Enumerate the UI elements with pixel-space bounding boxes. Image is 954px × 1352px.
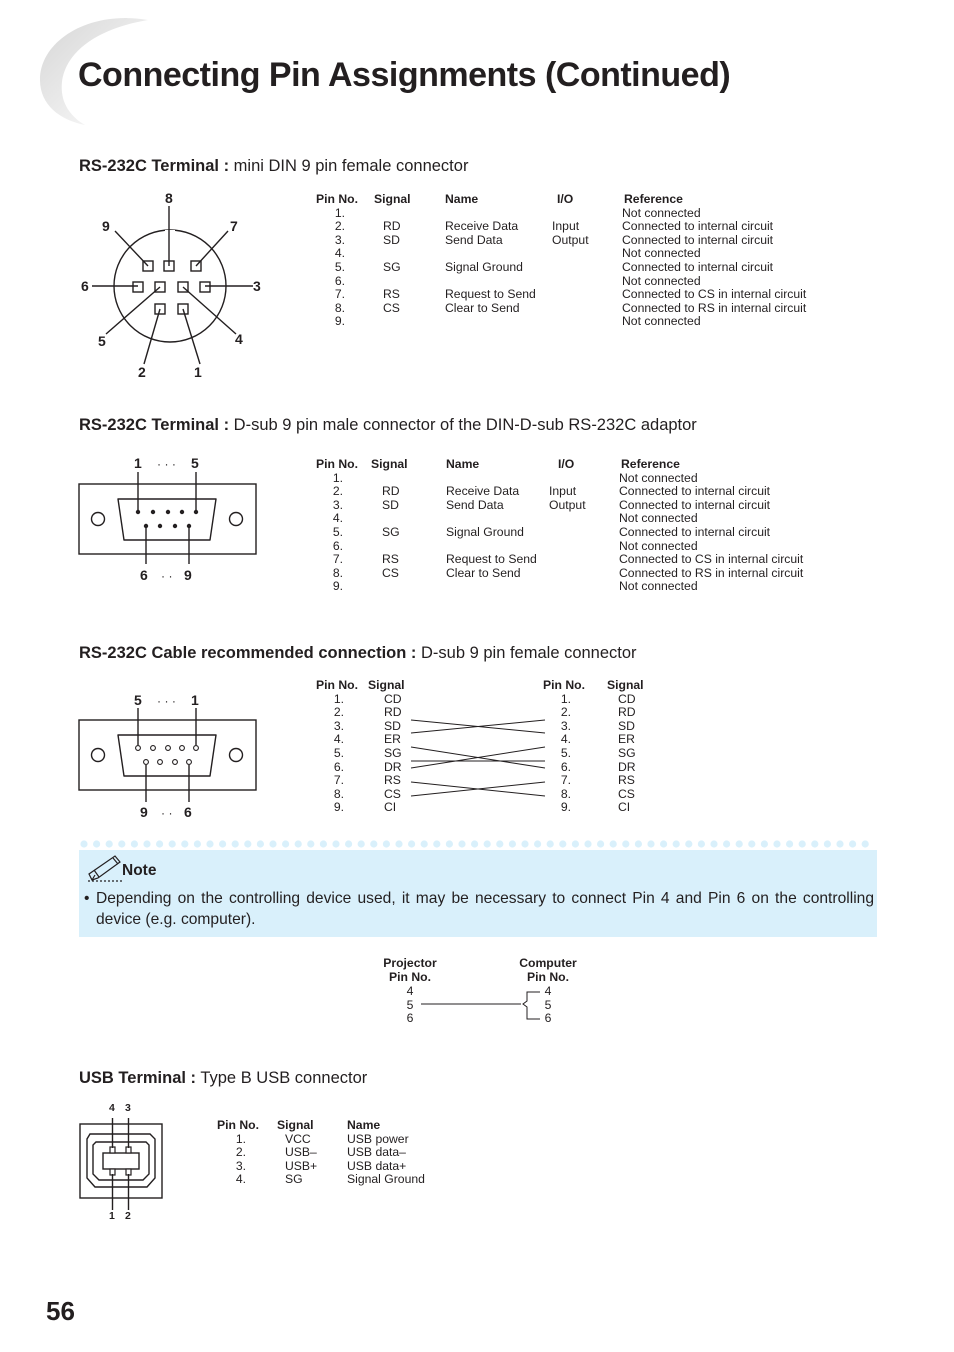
cell-signal2: CI xyxy=(618,800,631,815)
cell-ref: Not connected xyxy=(619,511,698,526)
cell-pin: 4. xyxy=(333,732,344,747)
section2-pin-table xyxy=(316,458,836,594)
computer-heading: Computer Pin No. xyxy=(519,956,577,984)
cell-ref: Not connected xyxy=(619,470,698,485)
computer-pin-list: 4 5 6 xyxy=(544,984,552,1026)
table-row xyxy=(316,580,836,594)
cell-signal2: CS xyxy=(618,786,635,801)
table-row xyxy=(316,553,836,567)
dsub-female-dots-top: · · · xyxy=(157,694,176,708)
note-dotted-border xyxy=(79,838,877,850)
cell-signal: CS xyxy=(384,786,401,801)
cell-pin2: 6. xyxy=(560,759,571,774)
cell-name: Request to Send xyxy=(446,552,537,567)
section1-heading-bold: RS-232C Terminal : xyxy=(79,157,230,175)
cell-signal: SD xyxy=(382,497,399,512)
cell-name: Signal Ground xyxy=(445,259,523,274)
cell-pin: 3. xyxy=(334,232,345,247)
table-row xyxy=(217,1133,457,1147)
projector-pin-list: 4 5 6 xyxy=(406,984,414,1026)
cell-signal: SG xyxy=(382,524,400,539)
table-row xyxy=(217,1160,457,1174)
cell-pin: 6. xyxy=(334,273,345,288)
cell-pin2: 4. xyxy=(560,732,571,747)
cell-signal: SG xyxy=(383,259,401,274)
cell-signal: SD xyxy=(384,718,401,733)
cell-ref: Connected to internal circuit xyxy=(619,497,771,512)
dsub-male-diagram xyxy=(78,454,260,584)
cell-pin: 5. xyxy=(332,524,343,539)
cell-pin: 3. xyxy=(235,1158,246,1173)
cell-pin: 7. xyxy=(334,287,345,302)
cell-signal: RD xyxy=(382,484,400,499)
cell-pin: 2. xyxy=(333,705,344,720)
dsub-male-dots-top: · · · xyxy=(157,457,176,471)
cell-signal: CS xyxy=(383,300,400,315)
projector-heading: Projector Pin No. xyxy=(383,956,437,984)
cell-pin: 1. xyxy=(333,691,344,706)
cell-ref: Connected to internal circuit xyxy=(619,524,771,539)
din-pin-label-3: 3 xyxy=(253,278,261,294)
usb-heading xyxy=(79,1069,367,1088)
table-row xyxy=(316,275,836,289)
cell-pin: 4. xyxy=(334,246,345,261)
table-row xyxy=(217,1173,457,1187)
cable-crossover-wires xyxy=(405,700,555,825)
cell-signal: CS xyxy=(382,565,399,580)
cell-pin: 4. xyxy=(332,511,343,526)
cell-pin: 9. xyxy=(332,579,343,594)
table-row xyxy=(316,247,836,261)
dsub-male-dots-bottom: · · xyxy=(161,569,173,583)
dsub-male-label-9: 9 xyxy=(184,567,192,583)
dsub-female-label-5: 5 xyxy=(134,692,142,708)
table-row xyxy=(316,288,836,302)
cell-pin: 2. xyxy=(334,219,345,234)
cell-signal2: SG xyxy=(618,745,636,760)
table-row xyxy=(316,315,836,329)
cell-name: Signal Ground xyxy=(347,1172,425,1187)
table-row xyxy=(316,261,836,275)
dsub-male-label-5: 5 xyxy=(191,455,199,471)
cell-pin2: 7. xyxy=(560,773,571,788)
cell-pin: 9. xyxy=(334,314,345,329)
note-body: Depending on the controlling device used, it may be necessary to connect Pin 4 and Pin 6 on the controlling device (e.g. computer). xyxy=(96,890,874,928)
cell-name: Signal Ground xyxy=(446,524,524,539)
cell-pin2: 5. xyxy=(560,745,571,760)
cell-ref: Connected to internal circuit xyxy=(622,232,774,247)
section3-heading-rest: D-sub 9 pin female connector xyxy=(416,644,637,662)
cell-pin: 1. xyxy=(334,205,345,220)
usb-pin-label-3: 3 xyxy=(125,1102,131,1114)
cell-pin: 7. xyxy=(332,552,343,567)
cell-ref: Connected to RS in internal circuit xyxy=(619,565,804,580)
cell-ref: Not connected xyxy=(619,579,698,594)
cell-ref: Connected to internal circuit xyxy=(622,219,774,234)
cell-signal: DR xyxy=(384,759,402,774)
cell-pin2: 9. xyxy=(560,800,571,815)
cell-pin: 8. xyxy=(334,300,345,315)
cell-ref: Not connected xyxy=(622,314,701,329)
table-row xyxy=(217,1146,457,1160)
section2-heading-bold: RS-232C Terminal : xyxy=(79,416,230,434)
table-row xyxy=(316,512,836,526)
cell-pin: 5. xyxy=(333,745,344,760)
cell-io: Output xyxy=(552,232,589,247)
dsub-male-label-1: 1 xyxy=(134,455,142,471)
cell-signal2: CD xyxy=(618,691,636,706)
usb-type-b-diagram xyxy=(78,1112,168,1217)
cell-ref: Connected to CS in internal circuit xyxy=(622,287,807,302)
cell-signal: USB– xyxy=(285,1145,317,1160)
cell-signal2: SD xyxy=(618,718,635,733)
dsub-female-diagram xyxy=(78,690,260,815)
cell-name: Receive Data xyxy=(446,484,520,499)
cell-pin: 8. xyxy=(333,786,344,801)
cell-pin: 6. xyxy=(332,538,343,553)
section1-heading-rest: mini DIN 9 pin female connector xyxy=(229,157,469,175)
note-box xyxy=(79,838,877,937)
table-row xyxy=(316,540,836,554)
cell-pin: 9. xyxy=(333,800,344,815)
cell-signal: VCC xyxy=(285,1131,311,1146)
usb-heading-bold: USB Terminal : xyxy=(79,1069,197,1087)
cell-ref: Connected to CS in internal circuit xyxy=(619,552,804,567)
cell-pin2: 8. xyxy=(560,786,571,801)
cell-pin2: 2. xyxy=(560,705,571,720)
cell-name: USB power xyxy=(347,1131,409,1146)
cell-name: Clear to Send xyxy=(446,565,521,580)
cell-ref: Connected to RS in internal circuit xyxy=(622,300,807,315)
din-pin-label-7: 7 xyxy=(230,218,238,234)
cell-pin: 1. xyxy=(332,470,343,485)
cell-ref: Connected to internal circuit xyxy=(622,259,774,274)
usb-pin-label-2: 2 xyxy=(125,1210,131,1222)
cell-ref: Not connected xyxy=(622,205,701,220)
dsub-male-label-6: 6 xyxy=(140,567,148,583)
cell-signal: ER xyxy=(384,732,401,747)
page-title: Connecting Pin Assignments (Continued) xyxy=(78,56,731,94)
cell-signal: CD xyxy=(384,691,402,706)
usb-pin-label-4: 4 xyxy=(109,1102,115,1114)
cell-name: USB data+ xyxy=(347,1158,407,1173)
note-label: Note xyxy=(122,862,157,879)
pencil-icon xyxy=(86,854,126,882)
cell-pin: 3. xyxy=(332,497,343,512)
cell-name: Send Data xyxy=(445,232,503,247)
table-header: Pin No. Signal Pin No. Signal xyxy=(316,678,644,692)
table-row xyxy=(316,220,836,234)
din-pin-label-8: 8 xyxy=(165,190,173,206)
mini-din-9pin-diagram xyxy=(78,186,268,386)
cell-name: USB data– xyxy=(347,1145,406,1160)
table-row xyxy=(316,499,836,513)
dsub-female-label-9: 9 xyxy=(140,804,148,820)
cell-pin: 2. xyxy=(235,1145,246,1160)
cell-ref: Not connected xyxy=(622,246,701,261)
table-header: Pin No. Signal Name I/O Reference xyxy=(316,192,683,206)
cell-signal: SG xyxy=(285,1172,303,1187)
section3-heading xyxy=(79,644,637,663)
cell-io: Output xyxy=(549,497,586,512)
cell-pin2: 1. xyxy=(560,691,571,706)
table-row xyxy=(316,302,836,316)
table-row xyxy=(316,207,836,221)
cell-name: Clear to Send xyxy=(445,300,520,315)
table-header: Pin No. Signal Name I/O Reference xyxy=(316,457,680,471)
cell-name: Receive Data xyxy=(445,219,519,234)
cell-signal: RS xyxy=(383,287,400,302)
din-pin-label-4: 4 xyxy=(235,331,243,347)
cell-signal: RD xyxy=(384,705,402,720)
cell-signal: USB+ xyxy=(285,1158,318,1173)
din-pin-label-5: 5 xyxy=(98,333,106,349)
usb-heading-rest: Type B USB connector xyxy=(196,1069,368,1087)
cell-name: Request to Send xyxy=(445,287,536,302)
table-header: Pin No. Signal Name xyxy=(217,1118,381,1132)
usb-pin-label-1: 1 xyxy=(109,1210,115,1222)
cell-signal2: RS xyxy=(618,773,635,788)
cell-ref: Connected to internal circuit xyxy=(619,484,771,499)
din-pin-label-9: 9 xyxy=(102,218,110,234)
table-row xyxy=(316,485,836,499)
cell-pin: 4. xyxy=(235,1172,246,1187)
table-row xyxy=(316,567,836,581)
cell-pin: 3. xyxy=(333,718,344,733)
usb-pin-table xyxy=(217,1119,457,1187)
cell-pin: 8. xyxy=(332,565,343,580)
cell-signal2: ER xyxy=(618,732,635,747)
cell-pin: 1. xyxy=(235,1131,246,1146)
din-pin-label-6: 6 xyxy=(81,278,89,294)
cell-signal: CI xyxy=(384,800,397,815)
cell-pin: 2. xyxy=(332,484,343,499)
section1-heading xyxy=(79,157,468,176)
section1-pin-table xyxy=(316,193,836,329)
page-number: 56 xyxy=(46,1296,75,1326)
cell-signal: RD xyxy=(383,219,401,234)
table-row xyxy=(316,472,836,486)
cell-pin: 6. xyxy=(333,759,344,774)
section2-heading-rest: D-sub 9 pin male connector of the DIN-D-sub RS-232C adaptor xyxy=(229,416,697,434)
cell-signal2: DR xyxy=(618,759,636,774)
cell-ref: Not connected xyxy=(619,538,698,553)
din-pin-label-2: 2 xyxy=(138,364,146,380)
cell-pin: 5. xyxy=(334,259,345,274)
dsub-female-label-1: 1 xyxy=(191,692,199,708)
dsub-female-dots-bottom: · · xyxy=(161,806,173,820)
note-text: • Depending on the controlling device used, it may be necessary to connect Pin 4 and Pin 6 on the controlling device (e.g. computer). xyxy=(84,890,874,928)
cell-signal: RS xyxy=(382,552,399,567)
cell-pin2: 3. xyxy=(560,718,571,733)
cell-pin: 7. xyxy=(333,773,344,788)
table-row xyxy=(316,234,836,248)
section3-heading-bold: RS-232C Cable recommended connection : xyxy=(79,644,417,662)
dsub-female-label-6: 6 xyxy=(184,804,192,820)
loopback-wiring xyxy=(415,985,545,1030)
cell-signal: RS xyxy=(384,773,401,788)
cell-ref: Not connected xyxy=(622,273,701,288)
cell-name: Send Data xyxy=(446,497,504,512)
cell-signal: SD xyxy=(383,232,400,247)
cell-io: Input xyxy=(549,484,577,499)
din-pin-label-1: 1 xyxy=(194,364,202,380)
table-row xyxy=(316,526,836,540)
cell-signal2: RD xyxy=(618,705,636,720)
cell-io: Input xyxy=(552,219,580,234)
cell-signal: SG xyxy=(384,745,402,760)
section2-heading xyxy=(79,416,697,435)
